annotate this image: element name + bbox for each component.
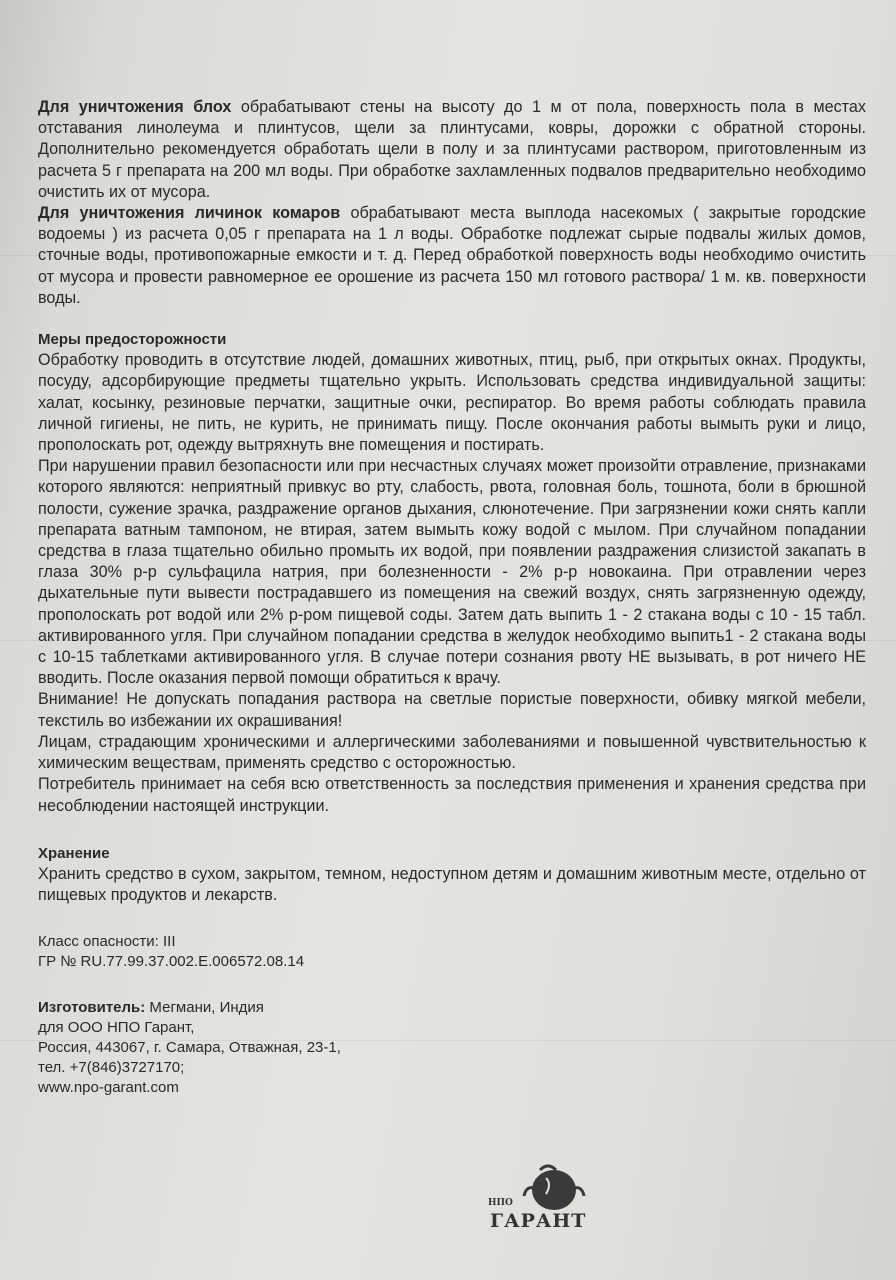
precautions-p1: Обработку проводить в отсутствие людей, домашних животных, птиц, рыб, при открытых окнах. Продукты, посуду, адсорбирующие предметы тщательно укрыть. Использовать средства индивидуальной защиты: халат, косынку, резиновые перчатки, защитные очки, респиратор. Во время работы соблюдать правила личной гигиены, не пить, не курить, не принимать пищу. После окончания работы вымыть руки и лицо, прополоскать рот, одежду вытряхнуть вне помещения и постирать. bbox=[38, 351, 866, 455]
fleas-paragraph bbox=[38, 97, 866, 203]
mosquitoes-title: Для уничтожения личинок комаров bbox=[38, 204, 341, 223]
manufacturer-website: www.npo-garant.com bbox=[38, 1079, 179, 1097]
manufacturer-phone: тел. +7(846)3727170; bbox=[38, 1059, 185, 1077]
instruction-text bbox=[38, 97, 866, 1098]
precautions-heading: Меры предосторожности bbox=[38, 331, 227, 349]
warning-paragraph: Внимание! Не допускать попадания раствора на светлые пористые поверхности, обивку мягкой мебели, текстиль во избежании их окрашивания! bbox=[38, 690, 866, 730]
allergy-paragraph: Лицам, страдающим хроническими и аллергическими заболеваниями и повышенной чувствительностью к химическим веществам, применять средство с осторожностью. bbox=[38, 732, 866, 773]
manufacturer-for: для ООО НПО Гарант, bbox=[38, 1019, 195, 1037]
logo-big-text: ГАРАНТ bbox=[490, 1210, 587, 1232]
manufacturer-address: Россия, 443067, г. Самара, Отважная, 23-1, bbox=[38, 1039, 341, 1057]
precautions-p2: При нарушении правил безопасности или при несчастных случаях может произойти отравление, признаками которого являются: неприятный привкус во рту, слабость, рвота, головная боль, тошнота, боли в брюшной полости, сужение зрачка, раздражение органов дыхания, слюнотечение. При загрязнении кожи снять капли препарата ватным тампоном, не втирая, затем вымыть кожу водой с мылом. При случайном попадании средства в глаза тщательно обильно промыть их водой, при появлении раздражения слизистой закапать в глаза 30% р-р сульфацила натрия, при болезненности - 2% р-р новокаина. При отравлении через дыхательные пути вывести пострадавшего из помещения на свежий воздух, снять загрязненную одежду, прополоскать рот водой или 2% р-ром пищевой соды. Затем дать выпить 1 - 2 стакана воды с 10 - 15 табл. активированного угля. При случайном попадании средства в желудок необходимо выпить1 - 2 стакана воды с 10-15 таблетками активированного угля. В случае потери сознания рвоту НЕ вызывать, в рот ничего НЕ вводить. После оказания первой помощи обратиться к врачу. bbox=[38, 457, 866, 688]
hazard-block bbox=[38, 932, 866, 972]
storage-text: Хранить средство в сухом, закрытом, темном, недоступном детям и домашним животным месте, отдельно от пищевых продуктов и лекарств. bbox=[38, 864, 866, 905]
hazard-class: Класс опасности: III bbox=[38, 933, 176, 951]
fleas-text: обрабатывают стены на высоту до 1 м от пола, поверхность пола в местах отставания линолеума и плинтусов, щели за плинтусами, ковры, дорожки с обратной стороны. Дополнительно рекомендуется обработать щели в полу и за плинтусами раствором, приготовленным из расчета 5 г препарата на 200 мл воды. При обработке захламленных подвалов предварительно необходимо очистить их от мусора. bbox=[38, 98, 866, 201]
responsibility-paragraph: Потребитель принимает на себя всю ответственность за последствия применения и хранения средства при несоблюдении настоящей инструкции. bbox=[38, 775, 866, 815]
manufacturer-block bbox=[38, 998, 866, 1098]
mosquitoes-text: обрабатывают места выплода насекомых ( закрытые городские водоемы ) из расчета 0,05 г препарата на 1 л воды. Обработке подлежат сырые подвалы жилых домов, сточные воды, противопожарные емкости и т. д. Перед обработкой поверхность воды необходимо очистить от мусора и провести равномерное ее орошение из расчета 150 мл готового раствора/ 1 м. кв. поверхности воды. bbox=[38, 204, 866, 307]
manufacturer-line bbox=[38, 998, 866, 1018]
fleas-title: Для уничтожения блох bbox=[38, 98, 232, 116]
manufacturer-name: Мегмани, Индия bbox=[145, 999, 264, 1017]
garant-logo bbox=[486, 1158, 616, 1238]
registration-number: ГР № RU.77.99.37.002.Е.006572.08.14 bbox=[38, 953, 305, 971]
logo-small-text: НПО bbox=[488, 1198, 513, 1208]
mosquitoes-paragraph bbox=[38, 203, 866, 309]
manufacturer-label: Изготовитель: bbox=[38, 999, 146, 1017]
storage-heading: Хранение bbox=[38, 844, 110, 862]
